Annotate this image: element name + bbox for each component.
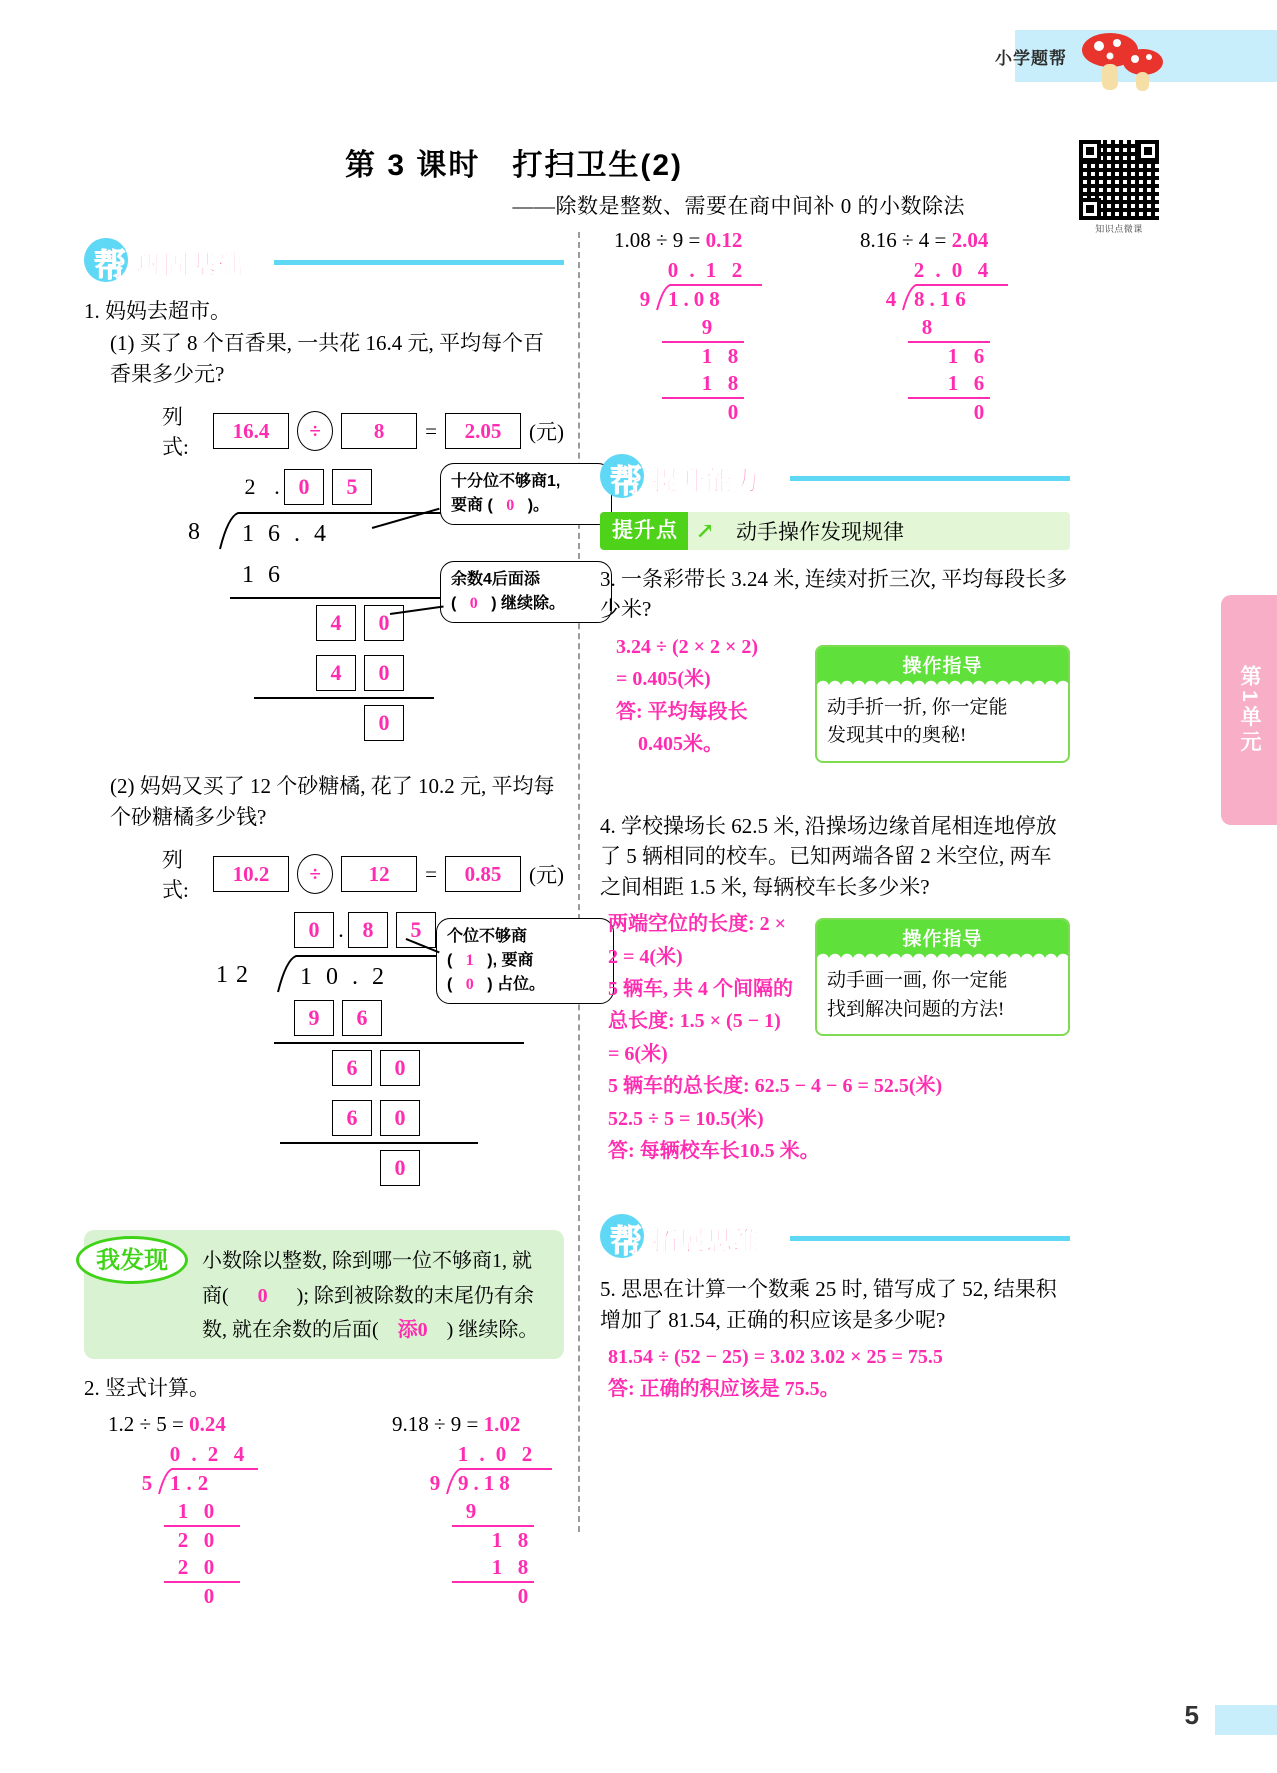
q2-item-1-answer[interactable]: 1.02 — [483, 1411, 521, 1436]
left-column — [84, 236, 564, 1610]
q1a-operator-circle[interactable]: ÷ — [297, 411, 333, 451]
q1a-callout-top-fill[interactable]: 0 — [506, 497, 515, 515]
column-divider — [578, 232, 580, 1532]
q2-item-1-expr: 9.18 ÷ 9 = — [392, 1411, 479, 1436]
q1a-text: (1) 买了 8 个百香果, 一共花 16.4 元, 平均每个百香果多少元? — [110, 331, 544, 386]
q5-work-line-1[interactable]: 81.54 ÷ (52 − 25) = 3.02 3.02 × 25 = 75.5 — [608, 1346, 943, 1369]
q2-0-dividend: 1.2 — [170, 1470, 215, 1495]
q1b-callout-line1: 个位不够商 — [447, 928, 528, 946]
q1a-remainder[interactable]: 0 — [364, 705, 404, 741]
q2-stem: 2. 竖式计算。 — [84, 1376, 210, 1401]
q2-item-0-answer[interactable]: 0.24 — [189, 1411, 226, 1436]
q1b-callout-line3: ( 0 ) 占位。 — [447, 973, 603, 997]
q1b-result-box[interactable]: 0.85 — [445, 856, 521, 892]
q1b-callout — [436, 918, 614, 1004]
q1a-callout-bottom — [440, 561, 612, 623]
q2-0-s2b: 0 — [203, 1527, 215, 1552]
section-rule — [790, 1236, 1070, 1241]
q2-2-q2: 1 — [705, 258, 717, 282]
section-header-basic — [84, 236, 564, 282]
q2-3-q1: 2 — [913, 258, 925, 282]
q2-3-q2: 0 — [951, 258, 963, 282]
q2-3-s2a: 1 — [947, 344, 959, 368]
q1a-quot-d2[interactable]: 0 — [284, 469, 324, 505]
unit-tab-label: 第1单元 — [1238, 664, 1261, 756]
q2-2-s1a: 9 — [701, 315, 713, 339]
q2-2-s3a: 1 — [701, 371, 713, 395]
q1a-quot-dot: . — [274, 474, 280, 500]
q2-3-s1a: 8 — [921, 315, 933, 339]
q4-work-line-1[interactable]: 两端空位的长度: 2 × — [608, 913, 787, 936]
q1a-dividend: 16.4 — [242, 521, 340, 548]
q1b-step3-d2[interactable]: 0 — [380, 1100, 420, 1136]
q2-1-qdot: . — [479, 1441, 485, 1466]
q1b-text: (2) 妈妈又买了 12 个砂糖橘, 花了 10.2 元, 平均每个砂糖橘多少钱? — [110, 774, 555, 829]
q1a-long-division — [144, 467, 564, 767]
q1b-remainder[interactable]: 0 — [380, 1150, 420, 1186]
q3-text: 3. 一条彩带长 3.24 米, 连续对折三次, 平均每段长多少米? — [600, 567, 1068, 622]
q5-solution-area — [608, 1341, 1070, 1406]
q2-1-s3a: 1 — [491, 1554, 503, 1579]
q3-work-line-2[interactable]: = 0.405(米) — [616, 668, 711, 691]
q2-2-s2b: 8 — [727, 344, 739, 368]
q1a-lishi-label: 列式: — [162, 405, 189, 460]
discovery-text-3: ) 继续除。 — [446, 1318, 539, 1341]
q1b-step1-d2[interactable]: 6 — [342, 1000, 382, 1036]
q1b-callout-line2: ( 1 ), 要商 — [447, 949, 603, 973]
q2-item-0-expr: 1.2 ÷ 5 = — [108, 1411, 184, 1436]
q1a-step2-d2[interactable]: 0 — [364, 605, 404, 641]
q2-0-divisor: 5 — [141, 1470, 153, 1495]
q2-item-2 — [614, 228, 750, 426]
section-title-basic: 巩固基础 — [136, 250, 245, 280]
q4-guide-body — [817, 959, 1068, 1034]
q4-text: 4. 学校操场长 62.5 米, 沿操场边缘首尾相连地停放了 5 辆相同的校车。已知两端各留 2 米空位, 两车之间相距 1.5 米, 每辆校车长多少米? — [600, 813, 1057, 899]
q2-0-s2a: 2 — [177, 1527, 189, 1552]
q3-work-line-4[interactable]: 0.405米。 — [638, 733, 723, 756]
q1b-long-division — [144, 910, 564, 1210]
q2-1-rem: 0 — [517, 1583, 529, 1608]
q2-item-2-answer[interactable]: 0.12 — [705, 228, 743, 252]
q1a-expression-row — [162, 401, 564, 461]
tip-banner — [600, 512, 1070, 550]
q2-0-q2: 2 — [207, 1441, 219, 1466]
discovery-fill-1[interactable]: 0 — [257, 1284, 268, 1307]
q1b-unit: (元) — [529, 863, 564, 888]
q4-work-line-4[interactable]: 总长度: 1.5 × (5 − 1) — [608, 1010, 781, 1033]
q2-3-s2b: 6 — [973, 344, 985, 368]
q2-1-s2b: 8 — [517, 1527, 529, 1552]
q4-solution-area — [600, 908, 1070, 1208]
q5-text: 5. 思思在计算一个数乘 25 时, 错写成了 52, 结果积增加了 81.54, 正确的积应该是多少呢? — [600, 1277, 1057, 1332]
q1a-callout-top-line2: 要商 ( 0 )。 — [451, 494, 601, 518]
q1a-unit: (元) — [529, 420, 564, 445]
q2-1-q1: 1 — [457, 1441, 469, 1466]
q4-work-line-5[interactable]: = 6(米) — [608, 1042, 668, 1065]
q1b-callout-fill-2[interactable]: 0 — [465, 976, 474, 994]
q1-stem: 1. 妈妈去超市。 — [84, 299, 231, 323]
q2-1-s3b: 8 — [517, 1554, 529, 1579]
badge-bang-label: 帮 — [94, 247, 127, 283]
q2-3-dividend: 8.16 — [914, 287, 971, 311]
q1a-rule-2 — [254, 697, 434, 699]
q3-solution-area — [600, 631, 1070, 801]
section-rule — [790, 476, 1070, 481]
q1a-step3-d1[interactable]: 4 — [316, 655, 356, 691]
q1b-divisor-box[interactable]: 12 — [341, 856, 417, 892]
q1b-quot-d1[interactable]: 0 — [294, 912, 334, 948]
q1b-rule-2 — [280, 1142, 478, 1144]
qr-code-block[interactable] — [1073, 140, 1165, 235]
arrow-up-right-icon: ↗ — [695, 518, 715, 543]
q2-item-3-answer[interactable]: 2.04 — [951, 228, 989, 252]
q1a-callout-bottom-line2: ( 0 ) 继续除。 — [451, 592, 601, 616]
q1b-dividend: 10.2 — [300, 964, 398, 991]
badge-bang-label: 帮 — [610, 463, 643, 499]
tip-text: 动手操作发现规律 — [736, 520, 904, 544]
q2-0-s1a: 1 — [177, 1498, 189, 1523]
section-header-expand — [600, 1212, 1070, 1258]
discovery-tag: 我发现 — [76, 1236, 188, 1284]
q2-item-3-expr: 8.16 ÷ 4 = — [860, 228, 947, 252]
lesson-subtitle: ——除数是整数、需要在商中间补 0 的小数除法 — [512, 194, 965, 218]
tip-chip-label: 提升点 — [600, 512, 688, 550]
q3-guide-body — [817, 686, 1068, 761]
q1a-step1: 16 — [242, 561, 294, 588]
q2-3-rem: 0 — [973, 400, 985, 424]
q1a-divisor: 8 — [188, 519, 200, 546]
q3-work-line-3[interactable]: 答: 平均每段长 — [616, 700, 748, 723]
q1b-step2-d2[interactable]: 0 — [380, 1050, 420, 1086]
q1b-operator-circle[interactable]: ÷ — [297, 854, 333, 894]
page-footer-bar — [1215, 1705, 1277, 1735]
qr-caption: 知识点微课 — [1095, 224, 1143, 234]
discovery-text-2: ); 除到被除数的末尾仍有余数, 就在余数的后面( — [202, 1284, 534, 1341]
q3-guide-line-1: 动手折一折, 你一定能 — [827, 696, 1008, 718]
q3-guide-line-2: 发现其中的奥秘! — [827, 725, 967, 747]
q2-1-s2a: 1 — [491, 1527, 503, 1552]
q2-2-rem: 0 — [727, 400, 739, 424]
q1b-quot-d3[interactable]: 5 — [396, 912, 436, 948]
mushroom-icon — [1077, 30, 1172, 92]
q2-3-q3: 4 — [977, 258, 989, 282]
q2-item-2-expr: 1.08 ÷ 9 = — [614, 228, 701, 252]
q2-2-qdot: . — [689, 258, 695, 282]
q1a-step3-d2[interactable]: 0 — [364, 655, 404, 691]
q2-1-q2: 0 — [495, 1441, 507, 1466]
discovery-text-1: 小数除以整数, 除到哪一位不够商1, 就商( — [202, 1250, 532, 1307]
q1b-rule-1 — [274, 1042, 524, 1044]
q4-guide-title: 操作指导 — [817, 920, 1068, 959]
q1b-quot-dot: . — [338, 917, 344, 943]
q1a-callout-top — [440, 463, 612, 525]
section-title-improve: 提升能力 — [652, 466, 761, 496]
lesson-title-block — [345, 140, 965, 220]
q2-1-divisor: 9 — [429, 1470, 441, 1495]
q4-work-line-2[interactable]: 2 = 4(米) — [608, 945, 683, 968]
q2-3-divisor: 4 — [885, 287, 897, 311]
q3-work-line-1[interactable]: 3.24 ÷ (2 × 2 × 2) — [616, 635, 759, 658]
q2-0-q3: 4 — [233, 1441, 245, 1466]
lesson-title: 第 3 课时 打扫卫生(2) — [345, 149, 684, 182]
q2-3-s3a: 1 — [947, 371, 959, 395]
q2-0-rem: 0 — [203, 1583, 215, 1608]
q2-item-0 — [108, 1412, 252, 1610]
q1a-dividend-box[interactable]: 16.4 — [213, 413, 289, 449]
q2-2-s3b: 8 — [727, 371, 739, 395]
q4-guide-line-2: 找到解决问题的方法! — [827, 998, 1005, 1020]
q1b-dividend-box[interactable]: 10.2 — [213, 856, 289, 892]
q1b-quot-d2[interactable]: 8 — [348, 912, 388, 948]
q2-2-s2a: 1 — [701, 344, 713, 368]
q4-work-line-6[interactable]: 5 辆车的总长度: 62.5 − 4 − 6 = 52.5(米) — [608, 1075, 943, 1098]
q1b-step1-d1[interactable]: 9 — [294, 1000, 334, 1036]
section-title-expand: 拓展思维 — [652, 1226, 761, 1257]
q2-1-q3: 2 — [521, 1441, 533, 1466]
q2-2-dividend: 1.08 — [668, 287, 725, 311]
section-header-improve — [600, 452, 1070, 498]
q5-work-line-2[interactable]: 答: 正确的积应该是 75.5。 — [608, 1378, 840, 1401]
q2-0-s3a: 2 — [177, 1554, 189, 1579]
q1a-callout-top-line1: 十分位不够商1, — [451, 473, 561, 491]
q4-work-line-3[interactable]: 5 辆车, 共 4 个间隔的 — [608, 977, 793, 1000]
q1b-step2-d1[interactable]: 6 — [332, 1050, 372, 1086]
q1b-callout-fill-1[interactable]: 1 — [465, 952, 474, 970]
q1b-lishi-label: 列式: — [162, 848, 189, 903]
page-header — [0, 0, 1277, 110]
q1a-step2-d1[interactable]: 4 — [316, 605, 356, 641]
q3-guide-title: 操作指导 — [817, 647, 1068, 686]
q1b-divisor: 12 — [216, 962, 256, 989]
page-number: 5 — [1184, 1700, 1199, 1730]
q2-2-q1: 0 — [667, 258, 679, 282]
q2-2-divisor: 9 — [639, 287, 651, 311]
q1b-step3-d1[interactable]: 6 — [332, 1100, 372, 1136]
q4-guide-box — [815, 918, 1070, 1036]
q2-2-q3: 2 — [731, 258, 743, 282]
q1a-equals: = — [425, 418, 437, 443]
q4-work-line-7[interactable]: 52.5 ÷ 5 = 10.5(米) — [608, 1107, 764, 1130]
section-rule — [274, 260, 564, 265]
discovery-box — [84, 1230, 564, 1359]
q2-1-s1a: 9 — [465, 1498, 477, 1523]
q2-3-qdot: . — [935, 258, 941, 282]
q1a-result-box[interactable]: 2.05 — [445, 413, 521, 449]
q2-0-q1: 0 — [169, 1441, 181, 1466]
q4-guide-line-1: 动手画一画, 你一定能 — [827, 970, 1008, 992]
q2-0-qdot: . — [191, 1441, 197, 1466]
q2-right-group — [614, 228, 1070, 426]
q1b-equals: = — [425, 861, 437, 886]
q2-0-s3b: 0 — [203, 1554, 215, 1579]
q2-item-3 — [860, 228, 996, 426]
q2-1-dividend: 9.18 — [458, 1470, 515, 1495]
unit-tab[interactable] — [1221, 595, 1277, 825]
q2-3-s3b: 6 — [973, 371, 985, 395]
q1b-expression-row — [162, 844, 564, 904]
q3-guide-box — [815, 645, 1070, 763]
q2-item-1 — [392, 1412, 540, 1610]
q1a-divisor-box[interactable]: 8 — [341, 413, 417, 449]
q1a-quot-d3[interactable]: 5 — [332, 469, 372, 505]
brand-title: 小学题帮 — [995, 49, 1067, 68]
right-column — [600, 228, 1070, 1406]
badge-bang-label: 帮 — [610, 1223, 643, 1260]
discovery-fill-2[interactable]: 添0 — [397, 1318, 428, 1341]
q2-0-s1b: 0 — [203, 1498, 215, 1523]
q1a-callout-bottom-line1: 余数4后面添 — [451, 571, 540, 589]
q4-work-line-8[interactable]: 答: 每辆校车长10.5 米。 — [608, 1139, 820, 1162]
q1a-quot-d1: 2 — [244, 474, 256, 500]
qr-code-icon[interactable] — [1079, 140, 1159, 220]
q1a-callout-bottom-fill[interactable]: 0 — [469, 595, 478, 613]
